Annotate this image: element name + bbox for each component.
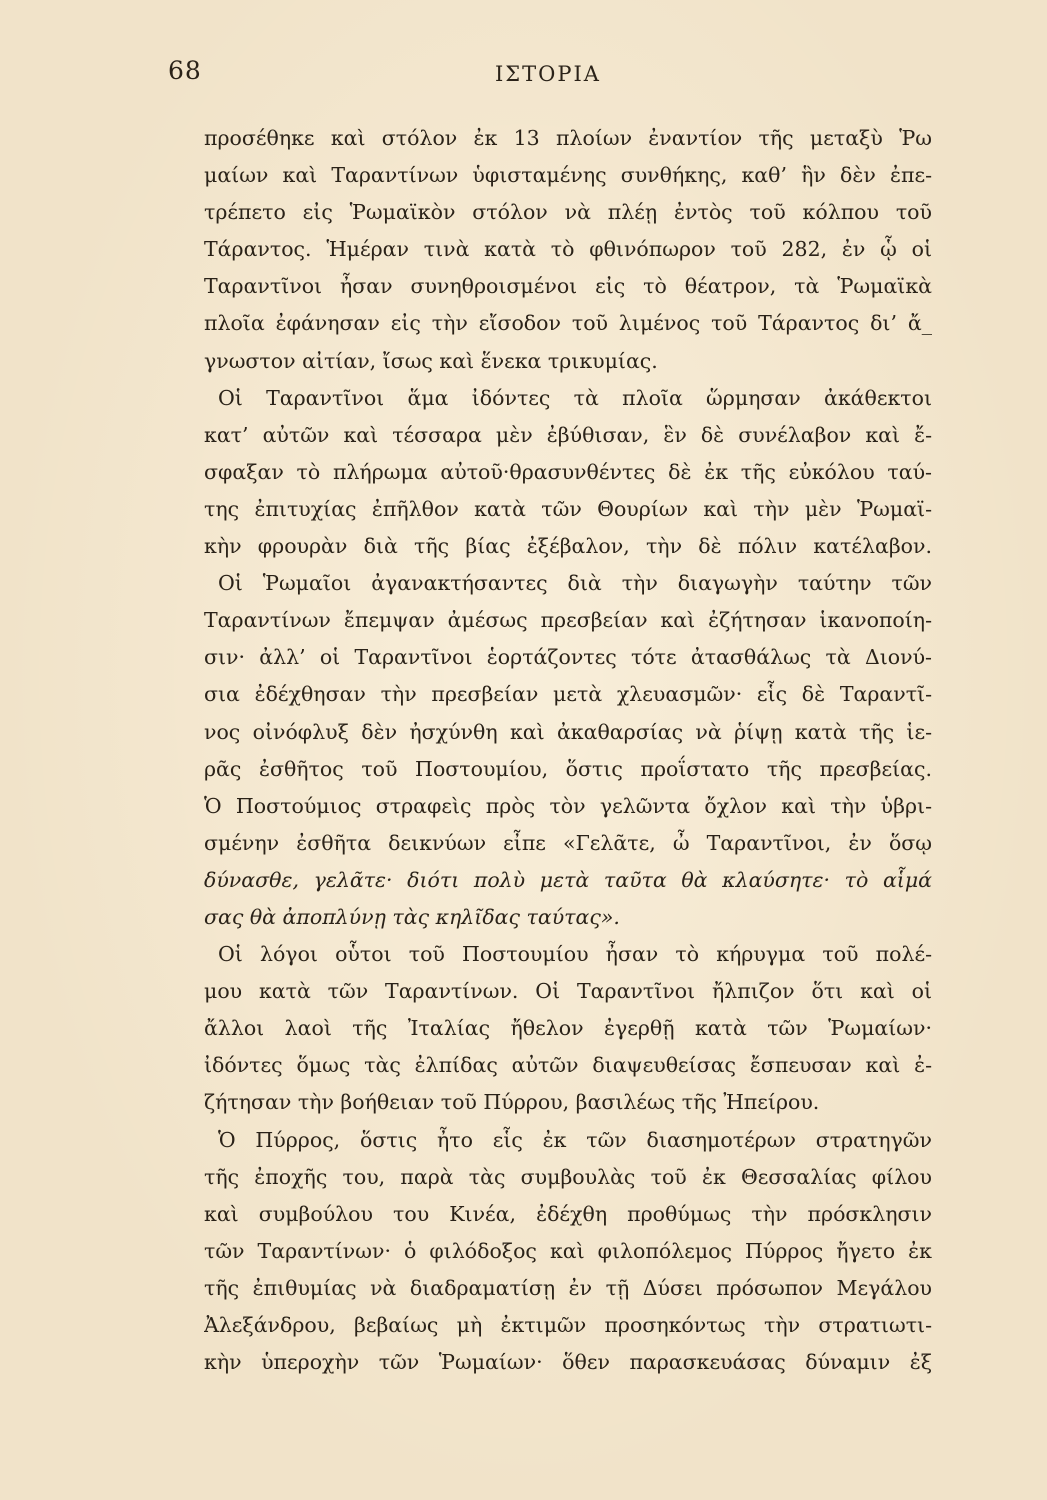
running-head xyxy=(168,56,928,96)
text-line: καὶ συμβούλου του Κινέα, ἐδέχθη προθύμως τὴν πρόσκλησιν xyxy=(204,1201,932,1226)
text-line: ζήτησαν τὴν βοήθειαν τοῦ Πύρρου, βασιλέως τῆς Ἠπείρου. xyxy=(204,1090,820,1115)
text-line: Ταραντίνων ἔπεμψαν ἀμέσως πρεσβείαν καὶ ἐζήτησαν ἱκανοποίη- xyxy=(204,608,932,633)
text-line: τρέπετο εἰς Ῥωμαϊκὸν στόλον νὰ πλέῃ ἐντὸς τοῦ κόλπου τοῦ xyxy=(204,200,932,225)
text-line: Οἱ λόγοι οὗτοι τοῦ Ποστουμίου ἦσαν τὸ κήρυγμα τοῦ πολέ- xyxy=(218,942,932,967)
text-line: νος οἰνόφλυξ δὲν ἠσχύνθη καὶ ἀκαθαρσίας νὰ ῥίψῃ κατὰ τῆς ἱε- xyxy=(204,719,932,744)
text-line: Οἱ Ῥωμαῖοι ἀγανακτήσαντες διὰ τὴν διαγωγὴν ταύτην τῶν xyxy=(218,571,932,596)
text-line: τῆς ἐπιθυμίας νὰ διαδραματίσῃ ἐν τῇ Δύσει πρόσωπον Μεγάλου xyxy=(204,1275,932,1300)
text-line: Ὁ Πύρρος, ὅστις ἦτο εἷς ἐκ τῶν διασημοτέρων στρατηγῶν xyxy=(218,1127,932,1152)
text-line: ἰδόντες ὅμως τὰς ἐλπίδας αὐτῶν διαψευθείσας ἔσπευσαν καὶ ἐ- xyxy=(204,1053,932,1078)
text-line: τῶν Ταραντίνων· ὁ φιλόδοξος καὶ φιλοπόλεμος Πύρρος ἤγετο ἐκ xyxy=(204,1238,932,1263)
text-line: σιν· ἀλλ’ οἱ Ταραντῖνοι ἑορτάζοντες τότε ἀτασθάλως τὰ Διονύ- xyxy=(204,645,932,670)
text-line: μαίων καὶ Ταραντίνων ὑφισταμένης συνθήκης, καθ’ ἣν δὲν ἐπε- xyxy=(204,163,932,188)
text-line: Ταραντῖνοι ἦσαν συνηθροισμένοι εἰς τὸ θέατρον, τὰ Ῥωμαϊκὰ xyxy=(204,274,932,299)
text-line: μου κατὰ τῶν Ταραντίνων. Οἱ Ταραντῖνοι ἤλπιζον ὅτι καὶ οἱ xyxy=(204,979,932,1004)
text-line: τῆς ἐποχῆς του, παρὰ τὰς συμβουλὰς τοῦ ἐκ Θεσσαλίας φίλου xyxy=(204,1164,932,1189)
text-line: της ἐπιτυχίας ἐπῆλθον κατὰ τῶν Θουρίων καὶ τὴν μὲν Ῥωμαϊ- xyxy=(204,496,932,521)
running-title: ΙΣΤΟΡΙΑ xyxy=(495,62,601,86)
text-line: πλοῖα ἐφάνησαν εἰς τὴν εἴσοδον τοῦ λιμένος τοῦ Τάραντος δι’ ἄ_ xyxy=(204,311,932,336)
page-number: 68 xyxy=(168,56,202,85)
text-line: Οἱ Ταραντῖνοι ἅμα ἰδόντες τὰ πλοῖα ὥρμησαν ἀκάθεκτοι xyxy=(218,385,932,410)
text-line: δύνασθε, γελᾶτε· διότι πολὺ μετὰ ταῦτα θὰ κλαύσητε· τὸ αἷμά xyxy=(204,867,932,892)
text-line: κὴν φρουρὰν διὰ τῆς βίας ἐξέβαλον, τὴν δὲ πόλιν κατέλαβον. xyxy=(204,534,932,559)
text-line: προσέθηκε καὶ στόλον ἐκ 13 πλοίων ἐναντίον τῆς μεταξὺ Ῥω xyxy=(204,126,932,150)
text-line: Τάραντος. Ἡμέραν τινὰ κατὰ τὸ φθινόπωρον τοῦ 282, ἐν ᾧ οἱ xyxy=(204,237,932,262)
text-line: ρᾶς ἐσθῆτος τοῦ Ποστουμίου, ὅστις προΐστατο τῆς πρεσβείας. xyxy=(204,756,932,781)
text-line: σφαξαν τὸ πλήρωμα αὐτοῦ·θρασυνθέντες δὲ ἐκ τῆς εὐκόλου ταύ- xyxy=(204,459,932,484)
text-line: γνωστον αἰτίαν, ἴσως καὶ ἕνεκα τρικυμίας. xyxy=(204,348,658,373)
text-line: Ἀλεξάνδρου, βεβαίως μὴ ἐκτιμῶν προσηκόντως τὴν στρατιωτι- xyxy=(204,1313,932,1337)
text-line: ἄλλοι λαοὶ τῆς Ἰταλίας ἤθελον ἐγερθῇ κατὰ τῶν Ῥωμαίων· xyxy=(204,1016,932,1041)
text-line: σας θὰ ἀποπλύνῃ τὰς κηλῖδας ταύτας». xyxy=(204,904,620,929)
text-line: κὴν ὑπεροχὴν τῶν Ῥωμαίων· ὅθεν παρασκευάσας δύναμιν ἐξ xyxy=(204,1350,932,1375)
text-line: σμένην ἐσθῆτα δεικνύων εἶπε «Γελᾶτε, ὦ Ταραντῖνοι, ἐν ὅσῳ xyxy=(204,830,932,855)
body-text xyxy=(204,120,932,1381)
text-line: σια ἐδέχθησαν τὴν πρεσβείαν μετὰ χλευασμῶν· εἷς δὲ Ταραντῖ- xyxy=(204,682,932,707)
text-line: κατ’ αὐτῶν καὶ τέσσαρα μὲν ἐβύθισαν, ἓν δὲ συνέλαβον καὶ ἔ- xyxy=(204,422,932,447)
text-line: Ὁ Ποστούμιος στραφεὶς πρὸς τὸν γελῶντα ὄχλον καὶ τὴν ὑβρι- xyxy=(204,793,932,818)
